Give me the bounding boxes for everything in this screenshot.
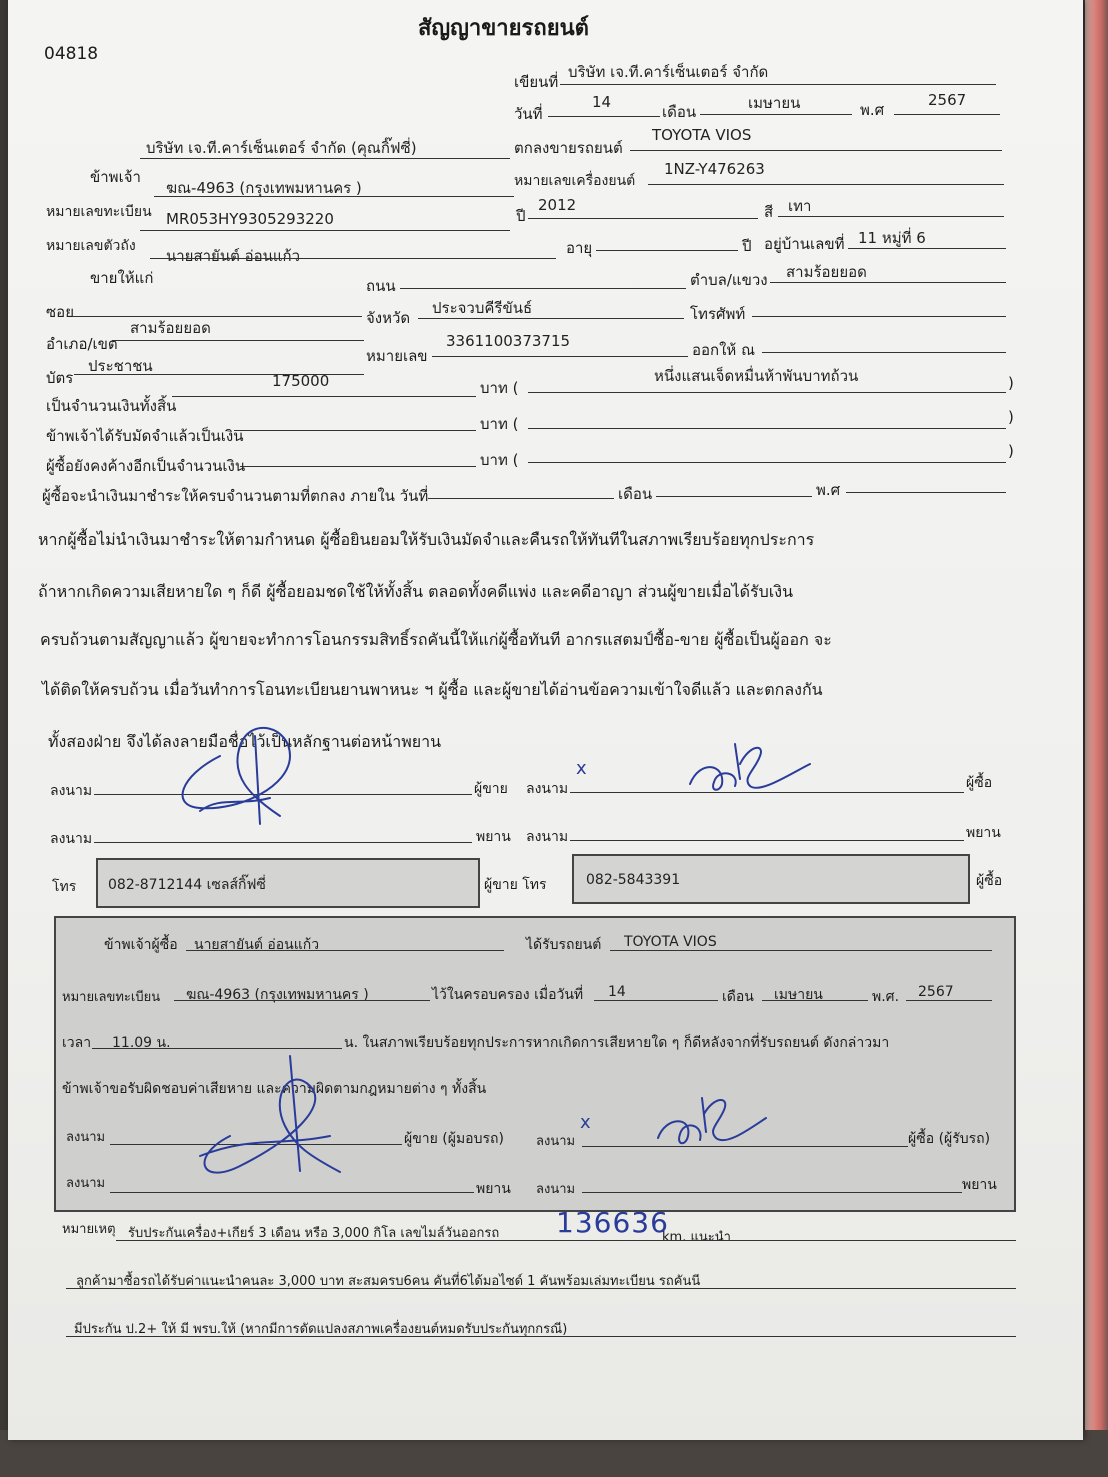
witness-role: พยาน [966, 825, 1001, 841]
line [72, 316, 362, 317]
line [762, 1000, 868, 1001]
line [582, 1192, 962, 1193]
handwritten-mileage: 136636 [556, 1206, 669, 1239]
buyer-label: ขายให้แก่ [90, 269, 154, 287]
responsibility-text: ข้าพเจ้าขอรับผิดชอบค่าเสียหาย และความผิดตามกฎหมายต่าง ๆ ทั้งสิ้น [62, 1081, 487, 1097]
subdistrict-label: ตำบล/แขวง [690, 271, 768, 289]
remarks-line-1-end: km. แนะนำ [662, 1230, 731, 1245]
year-value: 2567 [928, 91, 967, 109]
house-label: อยู่บ้านเลขที่ [764, 235, 845, 253]
document-number: 04818 [44, 44, 99, 64]
line [140, 158, 510, 159]
year-label: พ.ศ [860, 101, 885, 119]
line [770, 282, 1006, 283]
line [528, 218, 758, 219]
receipt-plate-label: หมายเลขทะเบียน [62, 990, 161, 1005]
line [66, 1288, 1016, 1289]
phone-short-label: โทร [52, 879, 77, 895]
pay-month-label: เดือน [618, 485, 653, 503]
line [700, 114, 852, 115]
terms-line: ถ้าหากเกิดความเสียหายใด ๆ ก็ดี ผู้ซื้อยอมชดใช้ให้ทั้งสิ้น ตลอดทั้งคดีแพ่ง และคดีอาญา ส่วนผู้ขายเมื่อได้รับเงิน [38, 582, 794, 601]
written-at-label: เขียนที่ [514, 73, 559, 91]
sign-label: ลงนาม [526, 781, 569, 797]
engine-value: 1NZ-Y476263 [664, 160, 765, 178]
line [570, 840, 964, 841]
baht-label: บาท ( [480, 379, 519, 397]
line [656, 496, 812, 497]
close-paren: ) [1008, 408, 1014, 426]
agree-label: ตกลงขายรถยนต์ [514, 139, 623, 157]
line [560, 84, 996, 85]
receipt-seller-signature [190, 1046, 360, 1176]
seller-role: ผู้ขาย [474, 781, 508, 797]
car-year-label: ปี [516, 207, 526, 225]
line [610, 950, 992, 951]
line [594, 1000, 718, 1001]
possess-label: ไว้ในครอบครอง เมื่อวันที่ [432, 987, 584, 1003]
terms-line: ครบถ้วนตามสัญญาแล้ว ผู้ขายจะทำการโอนกรรมสิทธิ์รถคันนี้ให้แก่ผู้ซื้อทันที อากรแสตมป์ซื้อ-ขาย ผู้ซื้อเป็นผู้ออก จะ [40, 630, 832, 649]
line [240, 466, 476, 467]
x-mark: x [580, 1112, 591, 1133]
receipt-month-label: เดือน [722, 989, 754, 1005]
chassis-label: หมายเลขตัวถัง [46, 238, 136, 254]
id-label: หมายเลข [366, 347, 428, 365]
line [548, 116, 660, 117]
line [94, 842, 472, 843]
line [432, 356, 688, 357]
house-value: 11 หมู่ที่ 6 [858, 229, 926, 247]
terms-line: หากผู้ซื้อไม่นำเงินมาชำระให้ตามกำหนด ผู้ซื้อยินยอมให้รับเงินมัดจำและคืนรถให้ทันทีในสภาพเรียบร้อยทุกประการ [38, 530, 815, 549]
seller-signature [160, 716, 310, 828]
receipt-month: เมษายน [774, 987, 823, 1003]
line [66, 1336, 1016, 1337]
phone-label: โทรศัพท์ [690, 305, 746, 323]
received-car: TOYOTA VIOS [624, 934, 717, 950]
month-label: เดือน [662, 103, 697, 121]
sign-label: ลงนาม [50, 831, 93, 847]
baht-label: บาท ( [480, 451, 519, 469]
chassis-value: MR053HY9305293220 [166, 210, 334, 228]
line [186, 950, 504, 951]
district-label: อำเภอ/เขต [46, 335, 118, 353]
close-paren: ) [1008, 374, 1014, 392]
line [154, 196, 514, 197]
plate-value: ฆณ-4963 (กรุงเทพมหานคร ) [166, 179, 362, 197]
line [150, 258, 556, 259]
sign-label: ลงนาม [536, 1182, 576, 1197]
id-value: 3361100373715 [446, 332, 571, 350]
line [234, 430, 476, 431]
written-at-value: บริษัท เจ.ที.คาร์เซ็นเตอร์ จำกัด [568, 63, 769, 81]
month-value: เมษายน [748, 94, 801, 112]
baht-label: บาท ( [480, 415, 519, 433]
total-value: 175000 [272, 372, 330, 390]
receipt-year-label: พ.ศ. [872, 989, 900, 1005]
remarks-line-1: รับประกันเครื่อง+เกียร์ 3 เดือน หรือ 3,000 กิโล เลขไมล์วันออกรถ [128, 1226, 500, 1241]
sign-label: ลงนาม [66, 1176, 106, 1191]
buyer-phone: 082-5843391 [586, 872, 681, 888]
soi-label: ซอย [46, 303, 74, 321]
line [762, 352, 1006, 353]
total-words: หนึ่งแสนเจ็ดหมื่นห้าพันบาทถ้วน [654, 367, 859, 385]
remarks-label: หมายเหตุ [62, 1222, 116, 1237]
sign-label: ลงนาม [526, 829, 569, 845]
line [140, 230, 510, 231]
date-label: วันที่ [514, 105, 543, 123]
car-year-value: 2012 [538, 196, 577, 214]
issued-label: ออกให้ ณ [692, 341, 755, 359]
road-label: ถนน [366, 277, 396, 295]
terms-line: ทั้งสองฝ่าย จึงได้ลงลายมือชื่อไว้เป็นหลักฐานต่อหน้าพยาน [48, 732, 442, 751]
receipt-year: 2567 [918, 984, 954, 1000]
time-value: 11.09 น. [112, 1035, 171, 1051]
buyer-role: ผู้ซื้อ [966, 775, 993, 791]
x-mark: x [576, 758, 587, 779]
deposit-label: ข้าพเจ้าได้รับมัดจำแล้วเป็นเงิน [46, 427, 244, 445]
line [400, 288, 686, 289]
line [528, 462, 1006, 463]
remarks-line-3: มีประกัน ป.2+ ให้ มี พรบ.ให้ (หากมีการดัดแปลงสภาพเครื่องยนต์หมดรับประกันทุกกรณี) [74, 1322, 568, 1337]
day-value: 14 [592, 93, 612, 111]
terms-line: ได้ติดให้ครบถ้วน เมื่อวันทำการโอนทะเบียนยานพาหนะ ฯ ผู้ซื้อ และผู้ขายได้อ่านข้อความเข้าใจดีแล้ว และตกลงกัน [42, 680, 823, 699]
province-label: จังหวัด [366, 309, 411, 327]
district-value: สามร้อยยอด [130, 319, 211, 337]
seller-value: บริษัท เจ.ที.คาร์เซ็นเตอร์ จำกัด (คุณกิ๊ฟซี่) [146, 139, 417, 157]
condition-text: น. ในสภาพเรียบร้อยทุกประการหากเกิดการเสียหายใด ๆ ก็ดีหลังจากที่รับรถยนต์ ดังกล่าวมา [344, 1035, 890, 1051]
sign-label: ลงนาม [66, 1130, 106, 1145]
total-label: เป็นจำนวนเงินทั้งสิ้น [46, 397, 177, 415]
plate-label: หมายเลขทะเบียน [46, 204, 152, 220]
receipt-seller-role: ผู้ขาย (ผู้มอบรถ) [404, 1131, 504, 1147]
received-label: ได้รับรถยนต์ [526, 937, 602, 953]
witness-role: พยาน [476, 1181, 511, 1197]
line [648, 184, 1004, 185]
buyer-value: นายสายันต์ อ่อนแก้ว [166, 247, 301, 265]
buyer-role: ผู้ซื้อ [976, 873, 1003, 889]
remarks-line-2: ลูกค้ามาซื้อรถได้รับค่าแนะนำคนละ 3,000 บาท สะสมครบ6คน คันที่6ได้มอไซด์ 1 คันพร้อมเล่มทะเบียน รถคันนี [76, 1274, 701, 1289]
car-value: TOYOTA VIOS [652, 126, 752, 144]
age-unit: ปี [742, 237, 752, 255]
color-label: สี [764, 203, 774, 221]
card-label: บัตร [46, 369, 74, 387]
line [846, 492, 1006, 493]
line [848, 248, 1006, 249]
receipt-buyer-signature [652, 1090, 772, 1152]
age-label: อายุ [566, 239, 593, 257]
receipt-buyer-label: ข้าพเจ้าผู้ซื้อ [104, 937, 178, 953]
line [630, 150, 1002, 151]
engine-label: หมายเลขเครื่องยนต์ [514, 173, 636, 189]
province-value: ประจวบคีรีขันธ์ [432, 299, 533, 317]
sign-label: ลงนาม [536, 1134, 576, 1149]
line [752, 316, 1006, 317]
line [110, 1192, 474, 1193]
receipt-buyer-value: นายสายันต์ อ่อนแก้ว [194, 937, 320, 953]
line [528, 428, 1006, 429]
card-value: ประชาชน [88, 357, 153, 375]
line [172, 396, 476, 397]
buyer-signature [680, 734, 820, 804]
seller-phone: 082-8712144 เซลส์กิ๊ฟซี่ [108, 877, 266, 893]
line [116, 1240, 1016, 1241]
line [174, 1000, 430, 1001]
close-paren: ) [1008, 442, 1014, 460]
line [112, 340, 364, 341]
line [418, 318, 684, 319]
line [906, 1000, 992, 1001]
receipt-plate-value: ฆณ-4963 (กรุงเทพมหานคร ) [186, 987, 369, 1003]
line [894, 114, 1000, 115]
witness-role: พยาน [962, 1177, 997, 1193]
subdistrict-value: สามร้อยยอด [786, 263, 867, 281]
seller-phone-suffix: ผู้ขาย โทร [484, 877, 547, 893]
color-value: เทา [788, 197, 812, 215]
seller-label: ข้าพเจ้า [90, 168, 141, 186]
pay-label: ผู้ซื้อจะนำเงินมาชำระให้ครบจำนวนตามที่ตกลง ภายใน วันที่ [42, 487, 429, 505]
remaining-label: ผู้ซื้อยังคงค้างอีกเป็นจำนวนเงิน [46, 457, 246, 475]
line [528, 392, 1006, 393]
sign-label: ลงนาม [50, 783, 93, 799]
document-title: สัญญาขายรถยนต์ [418, 16, 589, 41]
line [596, 250, 738, 251]
receipt-day: 14 [608, 984, 626, 1000]
binder-edge [1085, 0, 1108, 1477]
line [778, 216, 1004, 217]
receipt-buyer-role: ผู้ซื้อ (ผู้รับรถ) [908, 1131, 991, 1147]
time-label: เวลา [62, 1035, 92, 1051]
pay-year-label: พ.ศ [816, 481, 841, 499]
witness-role: พยาน [476, 829, 511, 845]
line [428, 498, 614, 499]
